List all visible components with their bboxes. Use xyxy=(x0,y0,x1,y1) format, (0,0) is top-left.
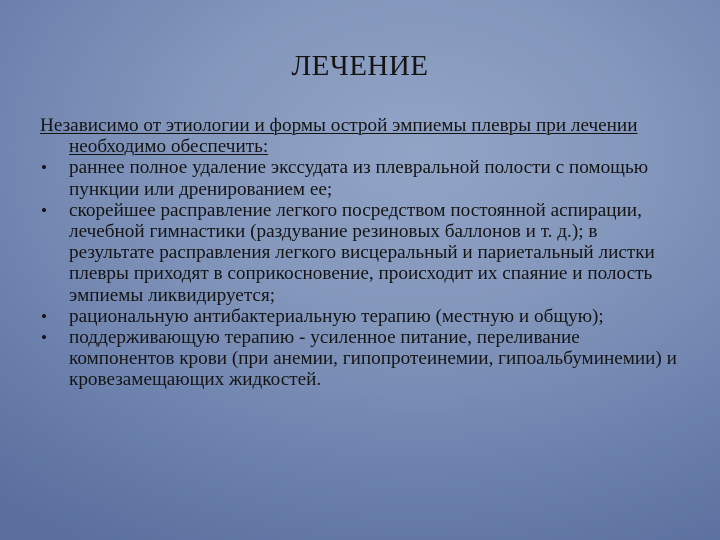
bullet-icon: • xyxy=(41,200,47,220)
list-item xyxy=(40,200,680,306)
list-item-text: поддерживающую терапию - усиленное питание, переливание компонентов крови (при анемии, гипопротеинемии, гипоальбуминемии) и кровезамещающих жидкостей. xyxy=(69,327,677,391)
list-item-text: скорейшее расправление легкого посредством постоянной аспирации, лечебной гимнастики (раздувание резиновых баллонов и т. д.); в результате расправления легкого висцеральный и париетальный листки плевры приходят в соприкосновение, происходит их спаяние и полость эмпиемы ликвидируется; xyxy=(69,199,655,306)
bullet-icon: • xyxy=(41,328,47,348)
bullet-list xyxy=(40,157,680,390)
slide-title-text: ЛЕЧЕНИЕ xyxy=(291,50,429,82)
slide-title xyxy=(0,50,720,83)
list-item-text: раннее полное удаление экссудата из плевральной полости с помощью пункции или дренированием ее; xyxy=(69,157,649,200)
intro-paragraph: Независимо от этиологии и формы острой эмпиемы плевры при лечении необходимо обеспечить: xyxy=(40,115,638,158)
list-item xyxy=(40,157,680,199)
list-item-text: рациональную антибактериальную терапию (местную и общую); xyxy=(69,305,604,327)
bullet-icon: • xyxy=(41,158,47,178)
bullet-icon: • xyxy=(41,306,47,326)
slide-body xyxy=(40,115,680,391)
list-item xyxy=(40,306,680,327)
list-item xyxy=(40,327,680,391)
